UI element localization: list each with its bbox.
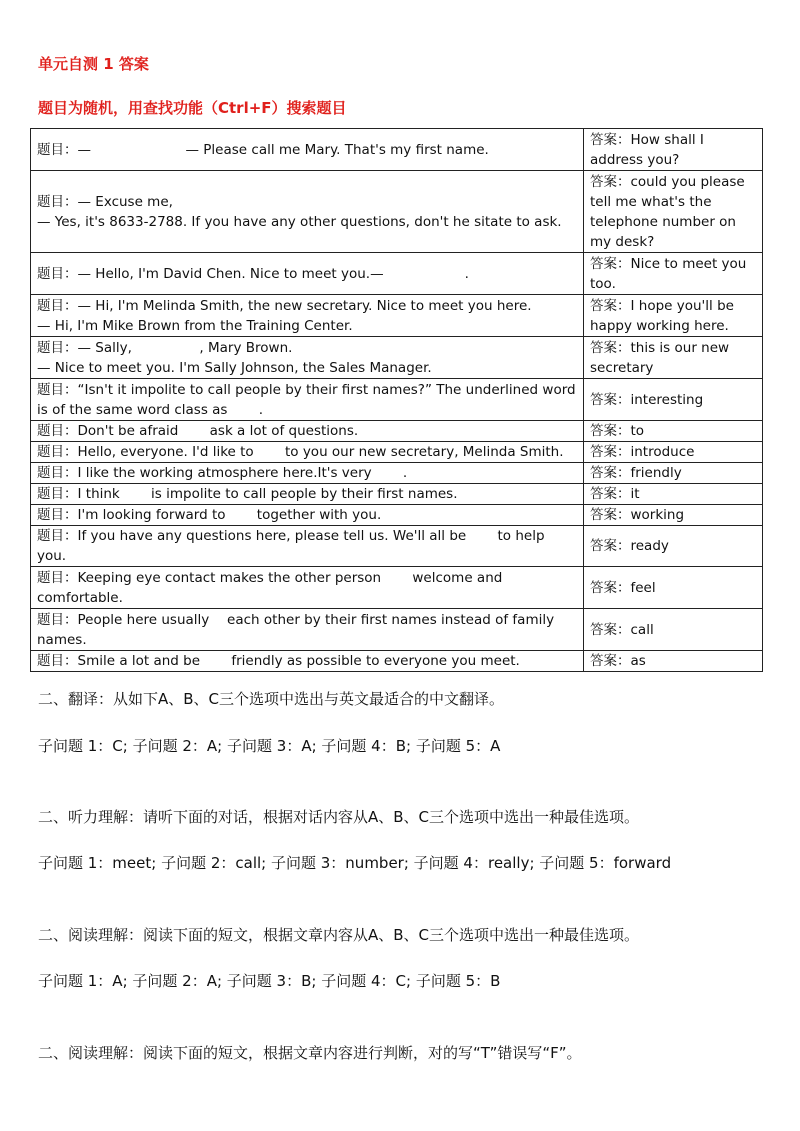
- table-row: [31, 379, 763, 421]
- section-heading-translation: 二、翻译：从如下A、B、C三个选项中选出与英文最适合的中文翻译。: [38, 690, 505, 708]
- table-row: [31, 442, 763, 463]
- section-answers-translation: 子问题 1：C; 子问题 2：A; 子问题 3：A; 子问题 4：B; 子问题 5：A: [38, 737, 501, 755]
- answer-cell: 答案：I hope you'll be happy working here.: [584, 295, 763, 337]
- question-cell: 题目：I like the working atmosphere here.It's very .: [31, 463, 584, 484]
- table-row: [31, 505, 763, 526]
- question-cell: 题目：Hello, everyone. I'd like to to you our new secretary, Melinda Smith.: [31, 442, 584, 463]
- table-row: [31, 651, 763, 672]
- question-cell: 题目：— Hi, I'm Melinda Smith, the new secretary. Nice to meet you here. — Hi, I'm Mike Brown from the Training Center.: [31, 295, 584, 337]
- answer-cell: 答案：introduce: [584, 442, 763, 463]
- answer-cell: 答案：this is our new secretary: [584, 337, 763, 379]
- table-row: [31, 463, 763, 484]
- answer-cell: 答案：call: [584, 609, 763, 651]
- answer-cell: 答案：ready: [584, 526, 763, 567]
- question-cell: 题目：— — Please call me Mary. That's my first name.: [31, 129, 584, 171]
- answer-cell: 答案：working: [584, 505, 763, 526]
- answer-cell: 答案：friendly: [584, 463, 763, 484]
- answer-cell: 答案：to: [584, 421, 763, 442]
- section-answers-listening: 子问题 1：meet; 子问题 2：call; 子问题 3：number; 子问题 4：really; 子问题 5：forward: [38, 854, 672, 872]
- table-row: [31, 171, 763, 253]
- question-cell: 题目：I think is impolite to call people by their first names.: [31, 484, 584, 505]
- question-cell: 题目：Smile a lot and be friendly as possible to everyone you meet.: [31, 651, 584, 672]
- question-cell: 题目：If you have any questions here, please tell us. We'll all be to help you.: [31, 526, 584, 567]
- question-cell: 题目：I'm looking forward to together with you.: [31, 505, 584, 526]
- answer-cell: 答案：interesting: [584, 379, 763, 421]
- table-row: [31, 609, 763, 651]
- section-heading-reading: 二、阅读理解：阅读下面的短文，根据文章内容从A、B、C三个选项中选出一种最佳选项。: [38, 926, 640, 944]
- question-cell: 题目：“Isn't it impolite to call people by their first names?” The underlined word is of the same word class as .: [31, 379, 584, 421]
- section-heading-reading-tf: 二、阅读理解：阅读下面的短文，根据文章内容进行判断，对的写“T”错误写“F”。: [38, 1044, 582, 1062]
- question-cell: 题目：Keeping eye contact makes the other person welcome and comfortable.: [31, 567, 584, 609]
- question-cell: 题目：— Sally, , Mary Brown. — Nice to meet you. I'm Sally Johnson, the Sales Manager.: [31, 337, 584, 379]
- question-cell: 题目：— Excuse me, — Yes, it's 8633-2788. If you have any other questions, don't he sitate to ask.: [31, 171, 584, 253]
- table-row: [31, 337, 763, 379]
- table-row: [31, 129, 763, 171]
- table-row: [31, 484, 763, 505]
- page-title: 单元自测 1 答案: [38, 55, 149, 73]
- answer-cell: 答案：it: [584, 484, 763, 505]
- table-row: [31, 295, 763, 337]
- answer-table: [30, 128, 763, 672]
- answer-cell: 答案：How shall I address you?: [584, 129, 763, 171]
- answer-cell: 答案：as: [584, 651, 763, 672]
- section-heading-listening: 二、听力理解：请听下面的对话，根据对话内容从A、B、C三个选项中选出一种最佳选项。: [38, 808, 640, 826]
- answer-cell: 答案：feel: [584, 567, 763, 609]
- table-row: [31, 567, 763, 609]
- table-row: [31, 421, 763, 442]
- section-answers-reading: 子问题 1：A; 子问题 2：A; 子问题 3：B; 子问题 4：C; 子问题 5：B: [38, 972, 501, 990]
- page-subtitle: 题目为随机，用查找功能（Ctrl+F）搜索题目: [38, 99, 347, 117]
- question-cell: 题目：— Hello, I'm David Chen. Nice to meet you.— .: [31, 253, 584, 295]
- answer-cell: 答案：Nice to meet you too.: [584, 253, 763, 295]
- table-row: [31, 253, 763, 295]
- table-row: [31, 526, 763, 567]
- question-cell: 题目：Don't be afraid ask a lot of questions.: [31, 421, 584, 442]
- question-cell: 题目：People here usually each other by their first names instead of family names.: [31, 609, 584, 651]
- answer-cell: 答案：could you please tell me what's the telephone number on my desk?: [584, 171, 763, 253]
